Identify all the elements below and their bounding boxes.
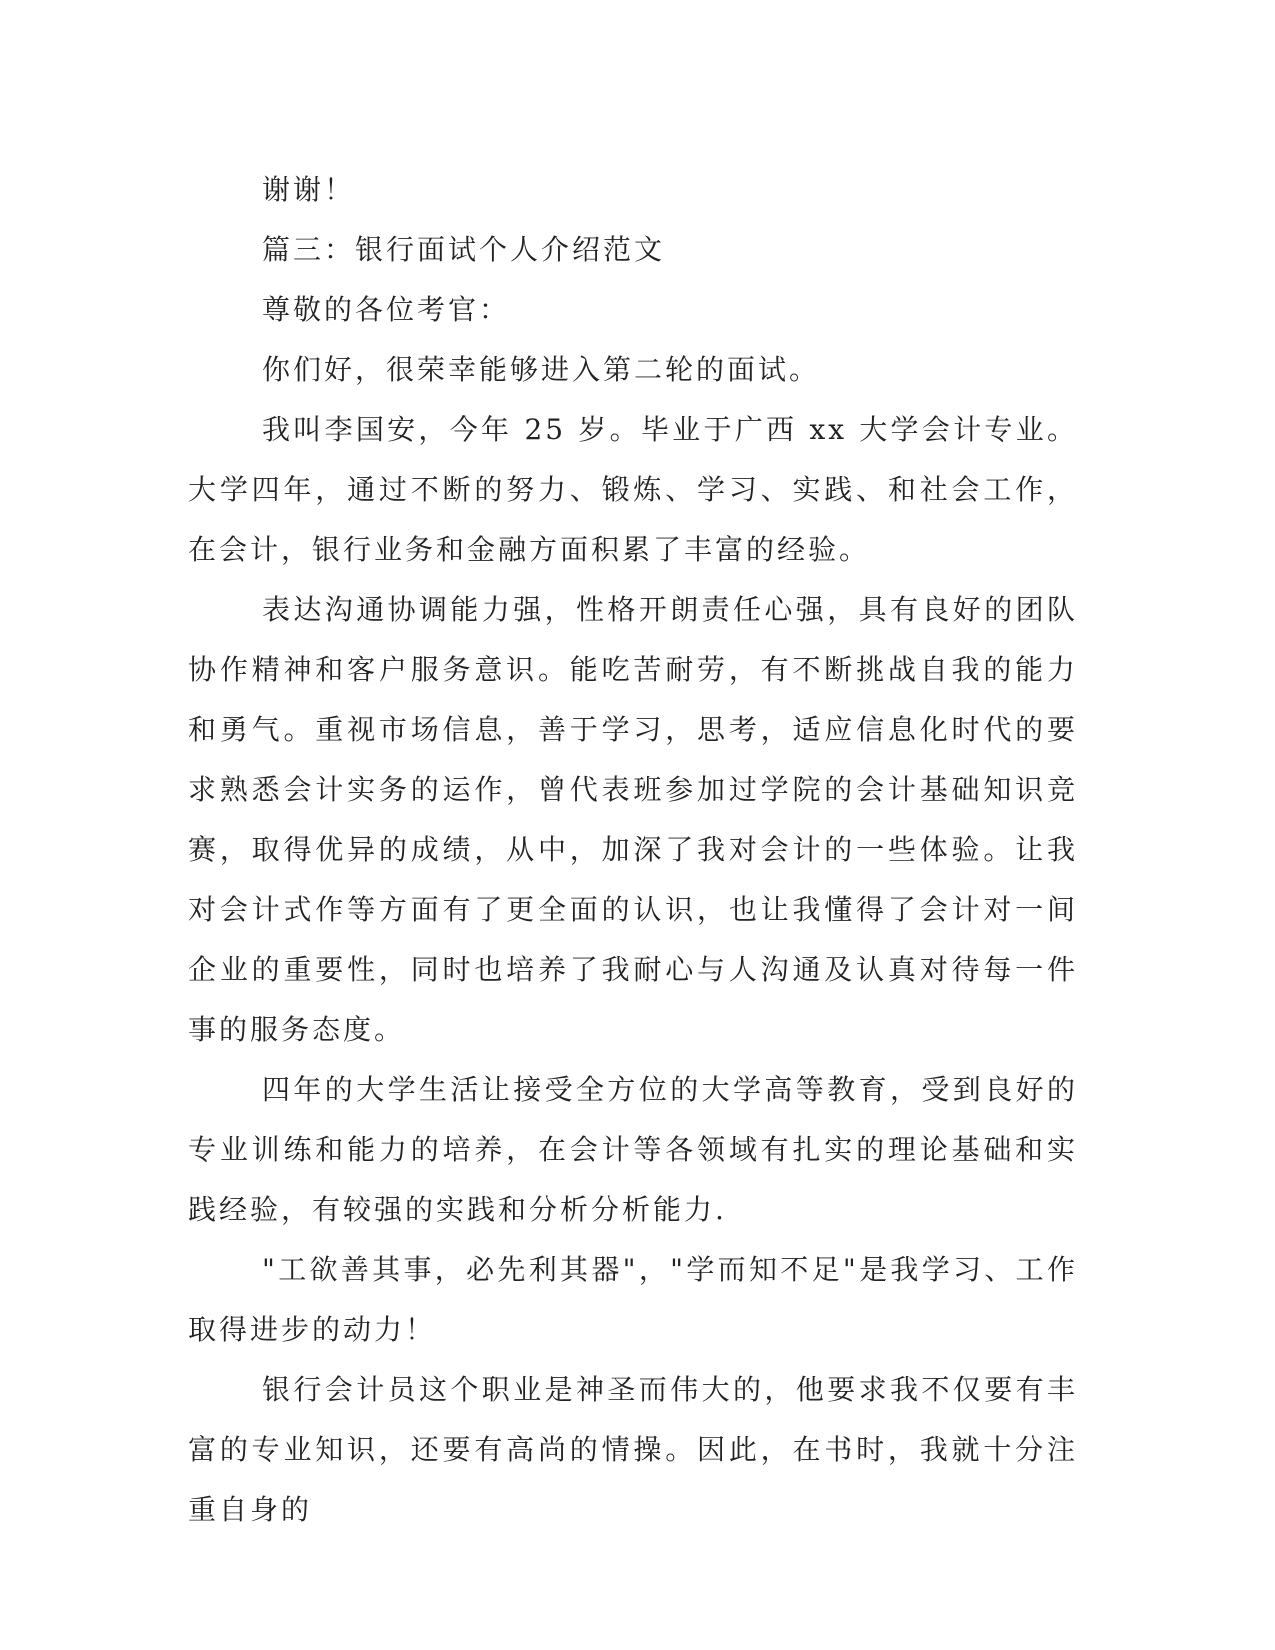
section-heading: 篇三：银行面试个人介绍范文	[262, 233, 666, 266]
paragraph-greeting: 你们好，很荣幸能够进入第二轮的面试。	[262, 353, 821, 386]
paragraph-abilities: 表达沟通协调能力强，性格开朗责任心强，具有良好的团队协作精神和客户服务意识。能吃苦耐劳，有不断挑战自我的能力和勇气。重视市场信息，善于学习，思考，适应信息化时代的要求熟悉会计实务的运作，曾代表班参加过学院的会计基础知识竞赛，取得优异的成绩，从中，加深了我对会计的一些体验。让我对会计式作等方面有了更全面的认识，也让我懂得了会计对一间企业的重要性，同时也培养了我耐心与人沟通及认真对待每一件事的服务态度。	[188, 593, 1078, 1046]
paragraph-intro: 我叫李国安，今年 25 岁。毕业于广西 xx 大学会计专业。大学四年，通过不断的努力、锻炼、学习、实践、和社会工作，在会计，银行业务和金融方面积累了丰富的经验。	[188, 413, 1078, 566]
paragraph-thanks: 谢谢！	[262, 173, 356, 206]
salutation: 尊敬的各位考官：	[262, 293, 511, 326]
paragraph-education: 四年的大学生活让接受全方位的大学高等教育，受到良好的专业训练和能力的培养，在会计等各领域有扎实的理论基础和实践经验，有较强的实践和分析分析能力.	[188, 1073, 1078, 1226]
paragraph-quote: "工欲善其事，必先利其器"，"学而知不足"是我学习、工作取得进步的动力！	[188, 1253, 1078, 1346]
paragraph-profession: 银行会计员这个职业是神圣而伟大的，他要求我不仅要有丰富的专业知识，还要有高尚的情操。因此，在书时，我就十分注重自身的	[188, 1373, 1078, 1526]
document-body	[188, 160, 1078, 1540]
